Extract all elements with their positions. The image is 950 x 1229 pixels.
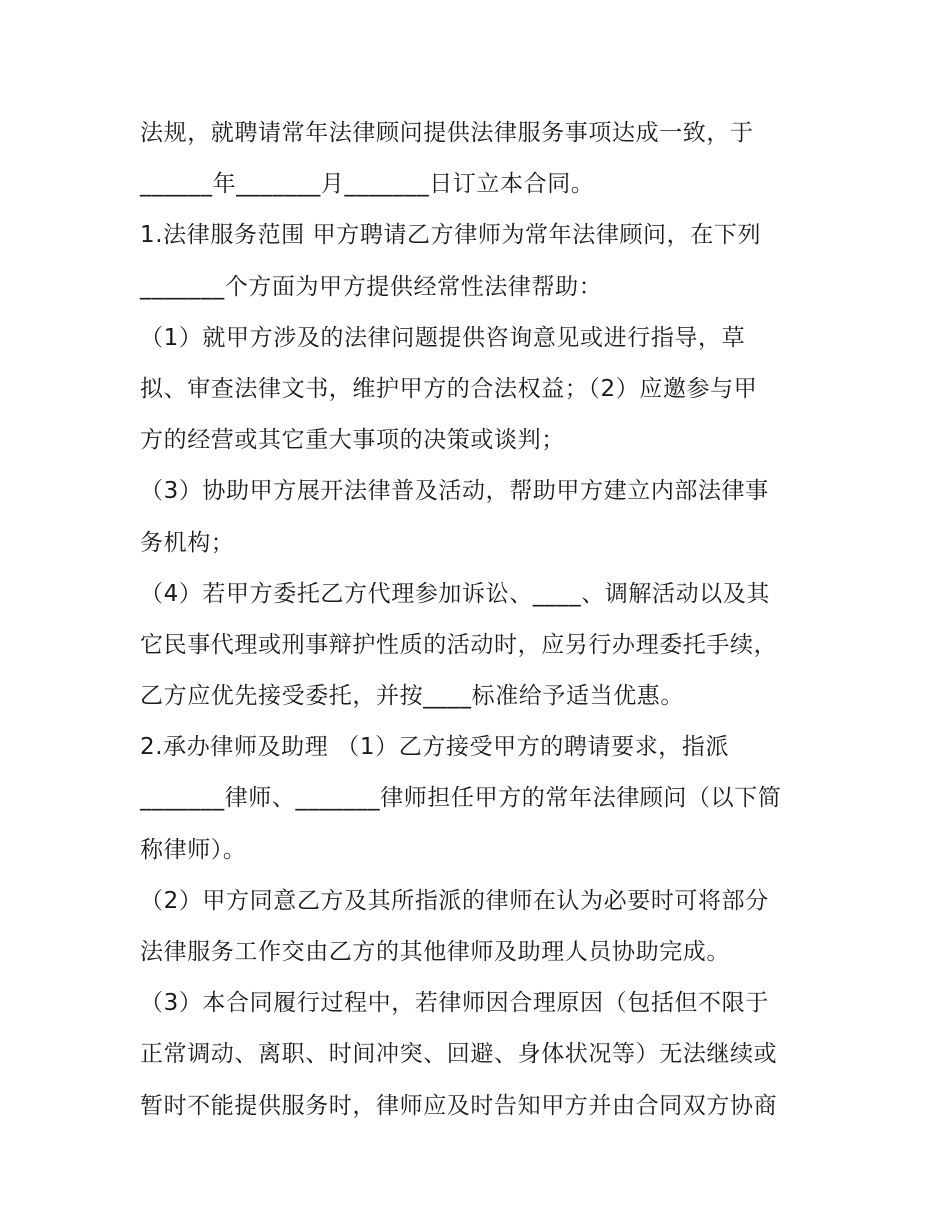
text-line: 2.承办律师及助理 （1）乙方接受甲方的聘请要求，指派 xyxy=(140,734,730,761)
text-line: 1.法律服务范围 甲方聘请乙方律师为常年法律顾问，在下列 xyxy=(140,222,762,249)
text-line: （1）就甲方涉及的法律问题提供咨询意见或进行指导，草 xyxy=(140,324,746,351)
text-line: 乙方应优先接受委托，并按____标准给予适当优惠。 xyxy=(140,683,684,710)
text-line: 方的经营或其它重大事项的决策或谈判； xyxy=(140,427,565,454)
text-line: 拟、审查法律文书，维护甲方的合法权益；（2）应邀参与甲 xyxy=(140,375,758,402)
text-line: （2）甲方同意乙方及其所指派的律师在认为必要时可将部分 xyxy=(140,887,769,914)
text-line: 法律服务工作交由乙方的其他律师及助理人员协助完成。 xyxy=(140,939,730,965)
text-line: 正常调动、离职、时间冲突、回避、身体状况等）无法继续或 xyxy=(140,1041,778,1068)
text-line: 它民事代理或刑事辩护性质的活动时，应另行办理委托手续， xyxy=(140,631,778,658)
text-line: （3）协助甲方展开法律普及活动，帮助甲方建立内部法律事 xyxy=(140,478,769,505)
text-line: 务机构； xyxy=(140,529,235,556)
text-line: 称律师）。 xyxy=(140,836,247,863)
text-line: ______年_______月_______日订立本合同。 xyxy=(140,171,595,198)
text-line: 暂时不能提供服务时，律师应及时告知甲方并由合同双方协商 xyxy=(140,1092,778,1119)
text-line: （3）本合同履行过程中，若律师因合理原因（包括但不限于 xyxy=(140,990,769,1017)
text-line: （4）若甲方委托乙方代理参加诉讼、____、调解活动以及其 xyxy=(140,580,771,607)
contract-text xyxy=(140,108,820,1132)
text-line: _______个方面为甲方提供经常性法律帮助： xyxy=(140,273,603,300)
text-line: _______律师、_______律师担任甲方的常年法律顾问（以下简 xyxy=(140,785,782,812)
text-line: 法规，就聘请常年法律顾问提供法律服务事项达成一致，于 xyxy=(140,120,754,146)
